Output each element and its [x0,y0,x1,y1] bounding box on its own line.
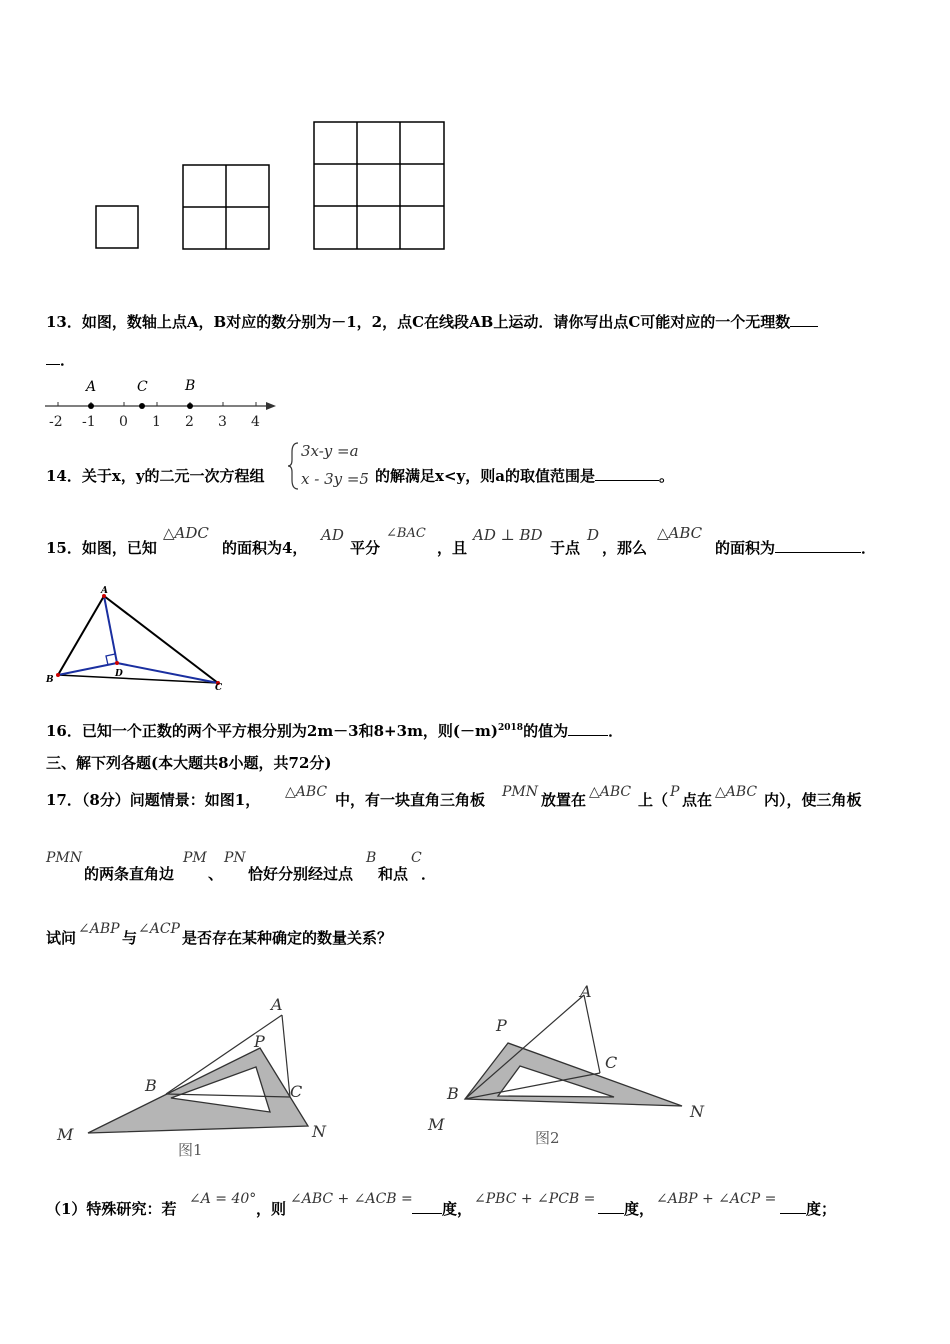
q17-part1-blank-1 [412,1199,442,1214]
q17-part1-t2: ，则 [256,1200,287,1218]
point-a [88,403,94,409]
q16-blank [568,721,608,736]
tick-label: 3 [218,414,227,430]
q17-m3: △ABC [589,784,632,800]
label-a: A [86,379,97,395]
fig1-label-m: M [57,1125,74,1144]
fig1-label-n: N [312,1122,326,1141]
tick-label: -2 [49,414,63,430]
q16-sup: 2018 [498,723,524,733]
q14-system-brace [288,440,300,492]
q17-l3-t1: 试问 [46,929,77,947]
q15-m1: △ADC [163,524,209,542]
q17-t3: 放置在 [541,791,587,809]
q17-t2: 中，有一块直角三角板 [335,791,486,809]
fig2-caption: 图2 [535,1129,560,1147]
fig15-label-c: C [215,683,223,693]
q15-triangle-figure [40,584,230,694]
q17-l2-m4: B [366,850,377,866]
q17-t5: 点在 [682,791,713,809]
q16-text: 16．已知一个正数的两个平方根分别为2m－3和8+3m，则(－m) [46,722,499,740]
q14-suffix-row [375,466,674,486]
q17-part1-m1: ∠A = 40° [189,1191,257,1207]
q15-m4: AD ⊥ BD [473,526,543,544]
q13-tail: ． [60,351,76,369]
q15-t5: 于点 [550,539,581,557]
q17-part1-m3: ∠PBC + ∠PCB = [474,1191,596,1207]
q17-l3-m2: ∠ACP [138,921,180,937]
q17-m1: △ABC [285,784,328,800]
q16-after: 的值为 [523,722,569,740]
q17-l2-t4: 和点 [378,865,409,883]
q15-t3: 平分 [350,539,381,557]
fig2-label-p: P [496,1016,507,1035]
q17-part1-blank-3 [780,1199,806,1214]
q17-m4: P [670,784,680,800]
q17-l2-t3: 恰好分别经过点 [248,865,354,883]
fig2-label-b: B [447,1084,459,1103]
q17-l3-t3: 是否存在某种确定的数量关系？ [182,929,393,947]
q15-end: ． [861,539,877,557]
q14-prefix: 14．关于x，y的二元一次方程组 [46,467,265,485]
q17-l3-m1: ∠ABP [78,921,120,937]
grid-3x3 [314,122,444,249]
q17-part1-t4: 度， [624,1200,655,1218]
q13-blank [790,312,818,327]
q15-t1: 15．如图，已知 [46,539,157,557]
q17-part1-t4-row [598,1199,654,1219]
fig1-label-c: C [290,1082,303,1101]
label-c: C [137,379,148,395]
q17-t1: 17．（8分）问题情景：如图1， [46,791,261,809]
q17-figure-1 [48,985,348,1165]
fig1-label-p: P [254,1032,265,1051]
q17-l2-t5: ． [421,865,437,883]
q14-blank [595,466,659,481]
fig15-label-a: A [101,586,108,596]
q17-figure-2 [420,975,730,1155]
q14-eq2: x - 3y =5 [301,470,369,488]
tick-label: -1 [82,414,96,430]
label-b: B [185,378,196,394]
q17-part1-t5: 度； [806,1200,837,1218]
tick-label: 2 [185,414,194,430]
fig2-label-a: A [580,982,592,1001]
q15-t7-row [715,538,876,558]
question-16 [46,718,623,741]
q13-blank-cont [46,350,60,365]
fig1-label-a: A [271,995,283,1014]
q16-end: ． [608,722,624,740]
q15-m3: ∠BAC [386,526,426,541]
tick-label: 0 [119,414,128,430]
fig2-label-m: M [428,1115,445,1134]
q15-t7: 的面积为 [715,539,776,557]
question-13 [46,312,818,332]
q17-t6: 内），使三角板 [764,791,862,809]
q17-part1-m4: ∠ABP + ∠ACP = [656,1191,777,1207]
q17-part1-m2: ∠ABC + ∠ACB = [290,1191,413,1207]
q13-text: 13．如图，数轴上点A，B对应的数分别为－1，2，点C在线段AB上运动．请你写出点C可能对应的一个无理数 [46,313,791,331]
q14-suffix: 的解满足x<y，则a的取值范围是 [375,467,595,485]
q17-l2-m1: PMN [46,850,83,866]
number-line [40,374,290,434]
q17-l2-t1: 的两条直角边 [84,865,175,883]
point-b [187,403,193,409]
grid-1x1 [96,206,138,248]
q17-l3-t2: 与 [122,929,138,947]
q17-part1-t1: （1）特殊研究：若 [46,1200,177,1218]
q17-l2-m5: C [411,850,422,866]
fig15-label-d: D [115,669,123,679]
q15-m2: AD [321,526,344,544]
q15-t2: 的面积为4， [222,539,308,557]
fig2-label-n: N [690,1102,704,1121]
tick-label: 4 [251,414,260,430]
q15-m5: D [587,526,600,544]
fig1-label-b: B [145,1076,157,1095]
q17-part1-t5-row [780,1199,836,1219]
q17-l2-t2: 、 [208,865,224,883]
grid-figures [90,118,450,253]
q15-blank [775,538,861,553]
q14-eq1: 3x-y =a [301,442,359,460]
q17-l2-m3: PN [224,850,246,866]
q15-t6: ，那么 [602,539,648,557]
section-3-heading: 三、解下列各题(本大题共8小题，共72分) [46,754,332,772]
q13-continuation [46,350,75,370]
q17-l2-m2: PM [183,850,207,866]
q14-end: 。 [658,467,674,485]
q17-m5: △ABC [715,784,758,800]
q17-part1-blank-2 [598,1199,624,1214]
fig15-label-b: B [46,675,54,685]
q17-m2: PMN [502,784,539,800]
q17-t4: 上（ [638,791,669,809]
fig2-label-c: C [605,1053,618,1072]
q15-m6: △ABC [657,524,703,542]
question-14 [46,466,265,486]
q17-part1-t3: 度， [442,1200,473,1218]
tick-label: 1 [152,414,161,430]
fig1-caption: 图1 [178,1141,203,1159]
point-c [139,403,145,409]
q15-t4: ，且 [437,539,468,557]
q17-part1-t3-row [412,1199,472,1219]
